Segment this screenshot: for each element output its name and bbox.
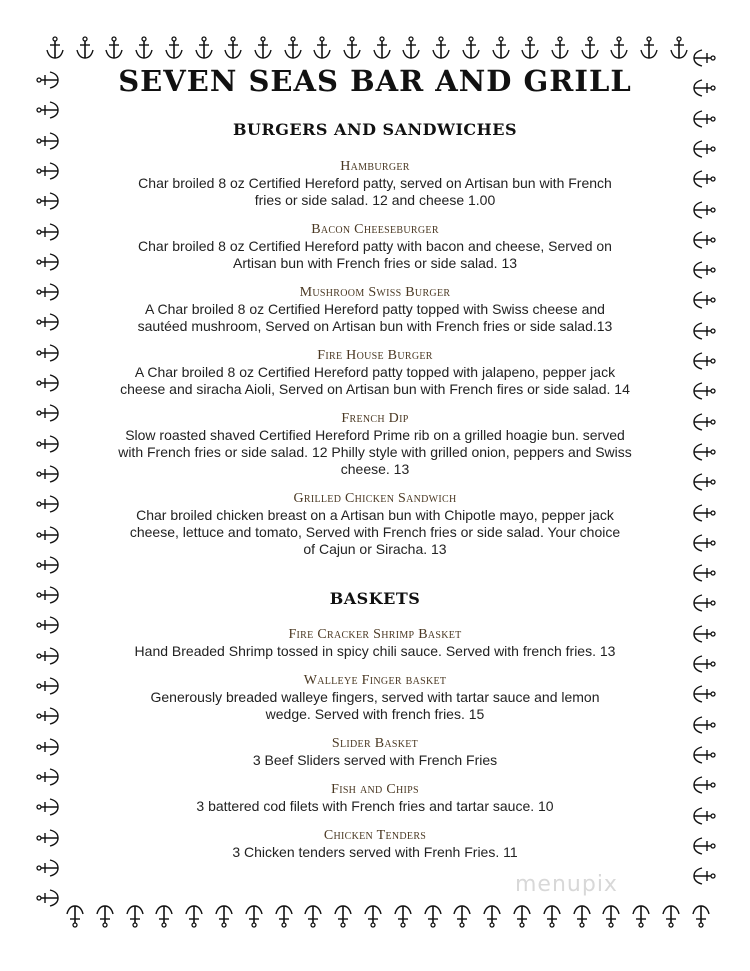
- anchor-icon: [283, 36, 303, 60]
- anchor-icon: [692, 381, 716, 401]
- anchor-icon: [572, 904, 592, 928]
- item-description: A Char broiled 8 oz Certified Hereford patty topped with Swiss cheese and sautéed mushroom, Served on Artisan bun with French fries or side salad.13: [137, 301, 613, 334]
- item-description: Char broiled 8 oz Certified Hereford patty with bacon and cheese, Served on Artisan bun with French fries or side salad. 13: [138, 238, 612, 271]
- menu-item: [100, 827, 650, 861]
- section-heading-baskets: BASKETS: [329, 589, 421, 608]
- item-description: Hand Breaded Shrimp tossed in spicy chili sauce. Served with french fries. 13: [134, 643, 616, 659]
- anchor-icon: [36, 282, 60, 302]
- anchor-icon: [312, 36, 332, 60]
- anchor-icon: [692, 78, 716, 98]
- item-name: Slider Basket: [331, 736, 419, 751]
- item-description: 3 battered cod filets with French fries and tartar sauce. 10: [196, 798, 554, 814]
- anchor-icon: [75, 36, 95, 60]
- anchor-icon: [36, 373, 60, 393]
- anchor-icon: [692, 169, 716, 189]
- menupix-watermark: menupix: [515, 872, 618, 897]
- anchor-icon: [36, 615, 60, 635]
- anchor-icon: [452, 904, 472, 928]
- menu-item: [100, 490, 650, 558]
- anchor-icon: [631, 904, 651, 928]
- anchor-icon: [36, 252, 60, 272]
- anchor-icon: [401, 36, 421, 60]
- menu-item: [100, 284, 650, 335]
- anchor-icon: [342, 36, 362, 60]
- item-name: French Dip: [341, 411, 409, 426]
- menu-item: [100, 672, 650, 723]
- anchor-icon: [36, 464, 60, 484]
- anchor-icon: [36, 161, 60, 181]
- anchor-icon: [36, 312, 60, 332]
- anchor-icon: [520, 36, 540, 60]
- anchor-icon: [692, 260, 716, 280]
- anchor-icon: [95, 904, 115, 928]
- item-name: Hamburger: [340, 159, 410, 174]
- anchor-icon: [36, 131, 60, 151]
- anchor-icon: [36, 403, 60, 423]
- anchor-icon: [393, 904, 413, 928]
- item-name: Fire House Burger: [317, 348, 433, 363]
- item-description: Slow roasted shaved Certified Hereford Prime rib on a grilled hoagie bun. served with French fries or side salad. 12 Philly style with grilled onion, peppers and Swiss cheese. 13: [118, 427, 632, 477]
- anchor-icon: [692, 230, 716, 250]
- anchor-icon: [36, 737, 60, 757]
- item-name: Chicken Tenders: [323, 828, 427, 843]
- anchor-icon: [550, 36, 570, 60]
- menu-item: [100, 410, 650, 478]
- anchor-icon: [601, 904, 621, 928]
- anchor-icon: [36, 100, 60, 120]
- anchor-icon: [661, 904, 681, 928]
- anchor-icon: [692, 593, 716, 613]
- baskets-list: [100, 626, 650, 873]
- anchor-icon: [36, 797, 60, 817]
- anchor-icon: [223, 36, 243, 60]
- anchor-icon: [36, 858, 60, 878]
- item-name: Walleye Finger basket: [303, 673, 447, 688]
- item-description: A Char broiled 8 oz Certified Hereford patty topped with jalapeno, pepper jack cheese and siracha Aioli, Served on Artisan bun with French fires or side salad. 14: [120, 364, 630, 397]
- anchor-icon: [36, 888, 60, 908]
- menu-item: [100, 347, 650, 398]
- anchor-icon: [36, 828, 60, 848]
- anchor-icon: [692, 290, 716, 310]
- anchor-icon: [36, 343, 60, 363]
- anchor-icon: [692, 48, 716, 68]
- anchor-icon: [491, 36, 511, 60]
- anchor-icon: [692, 351, 716, 371]
- item-description: Generously breaded walleye fingers, served with tartar sauce and lemon wedge. Served with french fries. 15: [150, 689, 600, 722]
- anchor-icon: [691, 904, 711, 928]
- item-description: 3 Beef Sliders served with French Fries: [252, 752, 498, 768]
- item-description: Char broiled chicken breast on a Artisan bun with Chipotle mayo, pepper jack cheese, lettuce and tomato, Served with French fries or side salad. Your choice of Cajun or Siracha. 13: [129, 507, 621, 557]
- anchor-icon: [45, 36, 65, 60]
- anchor-icon: [692, 745, 716, 765]
- anchor-icon: [303, 904, 323, 928]
- anchor-icon: [134, 36, 154, 60]
- anchor-icon: [372, 36, 392, 60]
- anchor-icon: [692, 866, 716, 886]
- anchor-icon: [461, 36, 481, 60]
- anchor-icon: [692, 806, 716, 826]
- item-description: 3 Chicken tenders served with Frenh Fries. 11: [232, 844, 518, 860]
- anchor-icon: [214, 904, 234, 928]
- anchor-icon: [36, 434, 60, 454]
- anchor-icon: [431, 36, 451, 60]
- anchor-icon: [36, 222, 60, 242]
- anchor-icon: [36, 191, 60, 211]
- anchor-icon: [36, 676, 60, 696]
- anchor-icon: [36, 525, 60, 545]
- anchor-icon: [580, 36, 600, 60]
- anchor-icon: [125, 904, 145, 928]
- anchor-icon: [692, 715, 716, 735]
- anchor-icon: [184, 904, 204, 928]
- anchor-icon: [244, 904, 264, 928]
- anchor-icon: [104, 36, 124, 60]
- anchor-icon: [692, 684, 716, 704]
- anchor-icon: [512, 904, 532, 928]
- anchor-icon: [692, 775, 716, 795]
- anchor-icon: [194, 36, 214, 60]
- item-name: Bacon Cheeseburger: [311, 222, 439, 237]
- anchor-icon: [692, 442, 716, 462]
- anchor-icon: [669, 36, 689, 60]
- menu-item: [100, 221, 650, 272]
- anchor-icon: [36, 706, 60, 726]
- item-name: Fire Cracker Shrimp Basket: [288, 627, 462, 642]
- anchor-icon: [692, 836, 716, 856]
- section-heading-burgers: BURGERS AND SANDWICHES: [232, 120, 518, 139]
- anchor-icon: [692, 503, 716, 523]
- anchor-icon: [274, 904, 294, 928]
- anchor-icon: [692, 654, 716, 674]
- anchor-icon: [692, 200, 716, 220]
- anchor-icon: [692, 109, 716, 129]
- anchor-icon: [692, 321, 716, 341]
- burgers-list: [100, 158, 650, 570]
- restaurant-title: SEVEN SEAS BAR AND GRILL: [118, 64, 632, 98]
- menu-item: [100, 158, 650, 209]
- anchor-icon: [36, 646, 60, 666]
- item-name: Mushroom Swiss Burger: [299, 285, 451, 300]
- anchor-icon: [363, 904, 383, 928]
- anchor-icon: [692, 472, 716, 492]
- anchor-icon: [692, 412, 716, 432]
- anchor-icon: [609, 36, 629, 60]
- anchor-icon: [36, 555, 60, 575]
- item-description: Char broiled 8 oz Certified Hereford patty, served on Artisan bun with French fries or side salad. 12 and cheese 1.00: [138, 175, 612, 208]
- anchor-icon: [482, 904, 502, 928]
- menu-item: [100, 781, 650, 815]
- anchor-icon: [692, 563, 716, 583]
- anchor-icon: [333, 904, 353, 928]
- anchor-icon: [36, 70, 60, 90]
- anchor-icon: [36, 767, 60, 787]
- item-name: Fish and Chips: [331, 782, 419, 797]
- anchor-icon: [65, 904, 85, 928]
- anchor-icon: [692, 139, 716, 159]
- anchor-icon: [253, 36, 273, 60]
- anchor-icon: [692, 533, 716, 553]
- item-name: Grilled Chicken Sandwich: [293, 491, 457, 506]
- anchor-icon: [692, 624, 716, 644]
- menu-item: [100, 735, 650, 769]
- menu-item: [100, 626, 650, 660]
- anchor-icon: [36, 585, 60, 605]
- anchor-icon: [542, 904, 562, 928]
- anchor-icon: [164, 36, 184, 60]
- anchor-icon: [639, 36, 659, 60]
- anchor-icon: [423, 904, 443, 928]
- anchor-icon: [154, 904, 174, 928]
- anchor-icon: [36, 494, 60, 514]
